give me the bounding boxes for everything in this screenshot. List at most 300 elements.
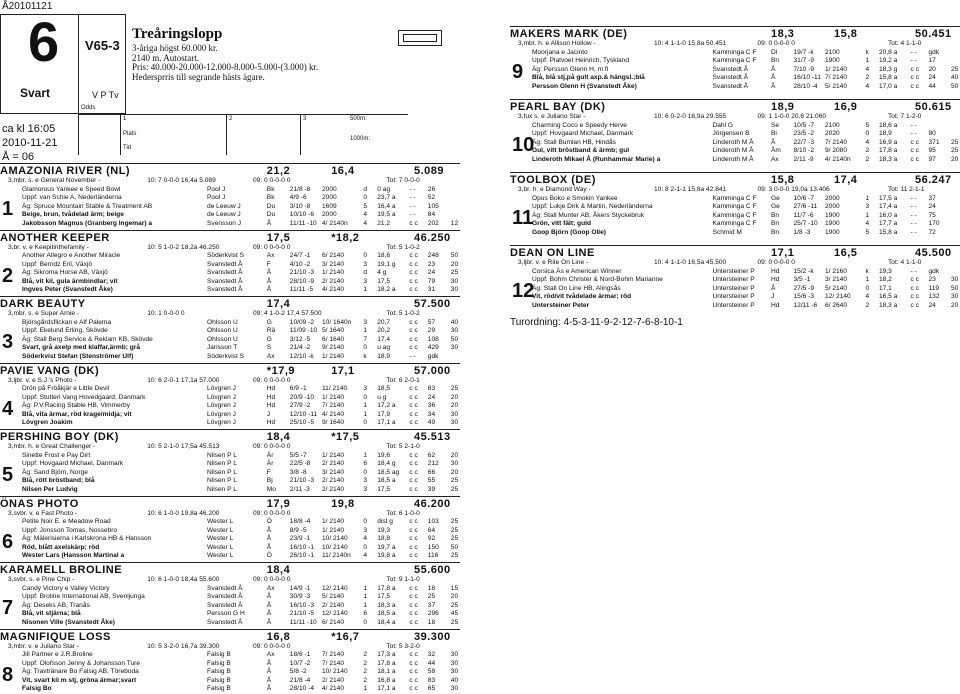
horse-name: MAKERS MARK (DE)	[510, 28, 627, 40]
start-history-row	[510, 302, 960, 311]
start-history-row	[0, 660, 460, 669]
history-cell: 12/ 2140	[825, 293, 851, 302]
history-cell: Svanstedt Å	[713, 66, 749, 75]
history-cell: 2000	[322, 194, 337, 203]
history-cell: Lövgren Joakim	[22, 419, 73, 428]
history-cell: 7	[363, 336, 367, 345]
history-cell: 1900	[825, 212, 840, 221]
history-cell: - -	[911, 203, 917, 212]
history-cell: 21/10 -5	[290, 610, 314, 619]
history-cell: 55	[428, 477, 435, 486]
start-history-row	[0, 452, 460, 461]
history-cell: 5	[363, 203, 367, 212]
history-cell: Rä	[267, 327, 275, 336]
history-cell: 17,7 a	[879, 220, 897, 229]
history-cell: Dahl G	[713, 122, 734, 131]
history-cell: Ax	[267, 651, 275, 660]
history-cell: F	[267, 261, 271, 270]
history-cell: 12/10 -k	[290, 353, 314, 362]
horse-info-cell: 3,mbr. h. e Great Challenger -	[8, 443, 95, 452]
history-cell: 19,3	[377, 527, 390, 536]
history-cell: Kamminga C F	[713, 220, 757, 229]
history-cell: Blå, vit kil, gula ärmbindlar; vit	[22, 278, 118, 287]
history-cell: Se	[771, 122, 779, 131]
history-cell: 0	[866, 285, 870, 294]
history-cell: 3/ 2140	[322, 469, 344, 478]
start-history-row	[0, 394, 460, 403]
history-cell: 15	[451, 585, 458, 594]
history-cell: Lövgren J	[207, 402, 236, 411]
history-cell: c c	[409, 269, 417, 278]
history-cell: c c	[409, 477, 417, 486]
history-cell: 44	[929, 83, 936, 92]
horse-info-cell: 09: 3 0-0-0 19,0a 13.406	[758, 186, 830, 195]
history-cell: 4	[866, 293, 870, 302]
history-cell: Goop Björn (Goop Olle)	[532, 229, 606, 238]
start-history-row	[0, 286, 460, 295]
history-cell: Uppf: Lukje Dirk & Martin, Nederländerna	[532, 203, 653, 212]
history-cell: 30/9 -3	[290, 593, 311, 602]
history-cell: Another Allegro e Another Miracle	[22, 252, 120, 261]
history-cell: 19,2 a	[879, 57, 897, 66]
history-cell: c c	[409, 518, 417, 527]
history-cell: 25/10 -5	[290, 419, 314, 428]
horse-info-cell: 10: 6 1-0-0 19,8a 46.200	[147, 510, 219, 519]
history-cell: 24	[929, 302, 936, 311]
start-history-row	[0, 593, 460, 602]
history-cell: Ax	[267, 585, 275, 594]
history-cell: 27/6 -11	[794, 203, 818, 212]
history-cell: c c	[409, 336, 417, 345]
history-cell: 18,5 ag	[377, 469, 399, 478]
horse-info-cell: 09: 0 0-0-0 0	[253, 510, 290, 519]
race-conditions	[132, 44, 318, 82]
history-cell: 30	[451, 419, 458, 428]
history-cell: 1	[363, 685, 367, 694]
race-time: ca kl 16:05	[2, 122, 57, 136]
horse-info-cell: 10: 6 2-0-1 17,1a 57.000	[147, 377, 219, 386]
horse-info-row	[0, 310, 460, 319]
horse-info-cell: Tot: 5 2-1-0	[386, 443, 419, 452]
horse-name-line	[510, 101, 960, 113]
history-cell: 19,8 a	[377, 552, 395, 561]
horse-info-cell: 10: 4 1-1-0 16,5a 45.500	[654, 259, 726, 268]
history-cell: Jill Partner e J.R.Broline	[22, 651, 93, 660]
history-cell: Ohlsson U	[207, 327, 238, 336]
history-cell: Lövgren J	[207, 411, 236, 420]
horse-entry	[0, 165, 460, 229]
history-cell: Schmid M	[713, 229, 742, 238]
horse-info-cell: 10: 6 1-0-0 18,4a 55.600	[147, 576, 219, 585]
history-cell: 20,7	[377, 319, 390, 328]
history-cell: 49	[428, 419, 435, 428]
history-cell: 34	[428, 411, 435, 420]
history-cell: Uppf: Olofsson Jenny & Johansson Ture	[22, 660, 140, 669]
history-cell: 1/ 2140	[322, 269, 344, 278]
horse-info-cell: 3,fux s. e Juliano Star -	[518, 113, 585, 122]
history-cell: 18	[428, 619, 435, 628]
start-history-row	[0, 677, 460, 686]
history-cell: - -	[911, 130, 917, 139]
history-cell: 17,0 a	[879, 83, 897, 92]
start-number: 3	[2, 332, 13, 352]
horse-name-line	[0, 298, 460, 310]
history-cell: 4	[866, 220, 870, 229]
history-cell: c c	[409, 527, 417, 536]
history-cell: 75	[929, 212, 936, 221]
history-cell: 30	[951, 293, 958, 302]
history-cell: c c	[409, 385, 417, 394]
history-cell: Svanstedt Å	[207, 593, 243, 602]
history-cell: Äg: Stall Munter AB, Åkers Styckebruk	[532, 212, 644, 221]
history-cell: c c	[409, 552, 417, 561]
history-cell: 3	[363, 477, 367, 486]
horse-name: ÖNAS PHOTO	[0, 498, 79, 510]
start-history-row	[510, 276, 960, 285]
history-cell: Nilsen Per Ludvig	[22, 486, 78, 495]
history-cell: Å	[267, 527, 271, 536]
history-cell: 1/ 2160	[825, 268, 847, 277]
history-cell: c c	[409, 619, 417, 628]
horse-info-cell: 10: 4 1-1-0 15,8a 50.451	[654, 40, 726, 49]
history-cell: 19,6	[377, 452, 390, 461]
history-cell: 2	[866, 302, 870, 311]
horse-info-cell: Tot: 4 1-1-0	[888, 259, 921, 268]
history-cell: gdk	[929, 268, 940, 277]
history-cell: 4	[363, 535, 367, 544]
history-cell: 18,8	[377, 535, 390, 544]
history-cell: c c	[409, 411, 417, 420]
history-cell: 50	[951, 285, 958, 294]
horse-info-cell: 09: 0 0-0-0 0	[253, 244, 290, 253]
history-cell: Uppf: Hovgaard Michael, Danmark	[22, 460, 123, 469]
start-number: 12	[512, 281, 534, 301]
history-cell: 3	[363, 527, 367, 536]
horse-earnings: 50.615	[915, 101, 952, 113]
history-cell: F	[267, 469, 271, 478]
horse-name: AMAZONIA RIVER (NL)	[0, 165, 130, 177]
history-cell: 25	[451, 527, 458, 536]
history-cell: Bn	[771, 57, 779, 66]
history-cell: Hd	[267, 402, 275, 411]
history-cell: Ax	[267, 252, 275, 261]
history-cell: c c	[409, 602, 417, 611]
game-type-label: V65-3	[85, 38, 120, 53]
history-cell: Å	[267, 278, 271, 287]
history-cell: Ge	[771, 195, 780, 204]
horse-name-line	[0, 365, 460, 377]
horse-info-cell: 10: 5 2-1-0 17,5a 45.513	[147, 443, 219, 452]
history-cell: Bn	[771, 220, 779, 229]
history-cell: 10/ 2140	[322, 668, 348, 677]
horse-info-row	[0, 510, 460, 519]
history-cell: 4	[363, 220, 367, 229]
history-cell: 64	[428, 527, 435, 536]
horse-record-1: 18,9	[771, 101, 794, 113]
history-cell: 1	[363, 327, 367, 336]
history-cell: 16,0 a	[879, 212, 897, 221]
history-cell: 26	[428, 186, 435, 195]
history-cell: Ohlsson U	[207, 319, 238, 328]
history-cell: 28/10 -4	[794, 83, 818, 92]
horse-record-2: *16,7	[331, 631, 359, 643]
history-cell: 1/ 2140	[322, 394, 344, 403]
history-cell: 24	[929, 74, 936, 83]
history-cell: 3/12 -5	[290, 336, 311, 345]
history-cell: Linderoth M Å	[713, 147, 754, 156]
history-cell: 20	[451, 593, 458, 602]
history-cell: 8/10 -2	[794, 147, 815, 156]
horse-record-2: *17,5	[331, 431, 359, 443]
history-cell: gdk	[929, 49, 940, 58]
history-cell: Ingves Peter (Svanstedt Åke)	[22, 286, 113, 295]
history-cell: 2100	[825, 122, 840, 131]
history-cell: 28/10 -9	[290, 278, 314, 287]
history-cell: Bn	[771, 229, 779, 238]
horse-earnings: 50.451	[915, 28, 952, 40]
history-cell: Jörgensen B	[713, 130, 750, 139]
history-cell: 4	[363, 552, 367, 561]
history-cell: 25	[451, 518, 458, 527]
start-history-row	[0, 327, 460, 336]
horse-info-cell: 3,mbr. s. e General November -	[8, 177, 100, 186]
history-cell: Uppf: Ekelund Erling, Skövde	[22, 327, 108, 336]
history-cell: 1609	[322, 203, 337, 212]
start-history-row	[510, 229, 960, 238]
history-cell: 25	[451, 385, 458, 394]
history-cell: Blå, vit stjärna; blå	[22, 610, 81, 619]
horse-name-line	[0, 431, 460, 443]
horse-info-row	[510, 113, 960, 122]
history-cell: 2000	[322, 186, 337, 195]
history-cell: 17,1	[879, 285, 892, 294]
race-code: Å = 06	[2, 150, 57, 164]
history-cell: J	[267, 411, 270, 420]
history-cell: 0	[363, 419, 367, 428]
history-cell: Äg: Mälerisierna i Karlskrona HB & Hansson	[22, 535, 151, 544]
horse-divider	[510, 99, 960, 100]
history-cell: 52	[428, 194, 435, 203]
horse-earnings: 57.000	[414, 365, 451, 377]
history-cell: 1/ 2140	[322, 353, 344, 362]
history-cell: Söderkvist Stefan (Stenströmer Ulf)	[22, 353, 133, 362]
history-cell: c c	[911, 139, 919, 148]
history-cell: 26/10 -1	[290, 552, 314, 561]
start-history-row	[510, 156, 960, 165]
history-cell: c c	[911, 276, 919, 285]
history-cell: - -	[911, 49, 917, 58]
horse-info-cell: 10: 8 2-1-1 15,8a 42.841	[654, 186, 726, 195]
history-cell: 1	[866, 57, 870, 66]
history-cell: 0	[363, 544, 367, 553]
horse-info-cell: 09: 0 0-0-0 0	[253, 377, 290, 386]
history-cell: 7/ 2140	[322, 402, 344, 411]
history-cell: gdk	[428, 353, 439, 362]
history-cell: Å	[267, 544, 271, 553]
horse-entry	[510, 174, 960, 238]
horse-record-1: 21,2	[267, 165, 290, 177]
history-cell: 25	[451, 477, 458, 486]
horse-info-cell: 09: 0 0-0-0 0	[758, 259, 795, 268]
history-cell: 18/6 -1	[290, 651, 311, 660]
history-cell: 17,8 a	[879, 147, 897, 156]
start-history-row	[0, 619, 460, 628]
history-cell: - -	[409, 203, 415, 212]
history-cell: Ö	[267, 552, 272, 561]
start-history-row	[0, 610, 460, 619]
history-cell: Svanstedt Å	[207, 619, 243, 628]
history-cell: 18,5 a	[377, 477, 395, 486]
history-cell: Falsig B	[207, 668, 231, 677]
history-cell: - -	[911, 229, 917, 238]
horse-record-2: 16,5	[834, 247, 857, 259]
horse-info-cell: Tot: 5 1-0-2	[386, 310, 419, 319]
history-cell: 2/ 2140	[322, 677, 344, 686]
history-cell: Äg: P.V.Racing Stable HB, Vimmerby	[22, 402, 130, 411]
history-cell: 170	[929, 220, 940, 229]
history-cell: 12/ 2140	[322, 610, 348, 619]
history-cell: 18,6 a	[879, 122, 897, 131]
history-cell: Uppf: Jonsson Tomas, Nossebro	[22, 527, 117, 536]
start-history-row	[510, 212, 960, 221]
history-cell: 44	[428, 660, 435, 669]
history-cell: 5/ 2140	[825, 83, 847, 92]
history-cell: Hd	[771, 276, 779, 285]
start-number: 2	[2, 266, 13, 286]
history-cell: 30	[451, 651, 458, 660]
history-cell: 18,5	[377, 385, 390, 394]
horse-info-row	[0, 377, 460, 386]
horse-divider	[0, 429, 460, 430]
start-history-row	[0, 585, 460, 594]
history-cell: 4	[866, 139, 870, 148]
history-cell: 72	[929, 229, 936, 238]
history-cell: 18,3 g	[879, 66, 897, 75]
history-cell: 1	[866, 276, 870, 285]
start-history-row	[0, 211, 460, 220]
history-cell: 2000	[322, 211, 337, 220]
history-cell: 16/10 -3	[290, 602, 314, 611]
history-cell: Pool J	[207, 194, 225, 203]
start-history-row	[510, 49, 960, 58]
start-history-row	[0, 220, 460, 229]
history-cell: 30	[451, 411, 458, 420]
history-cell: Uppf: Broline International AB, Svenljunga	[22, 593, 145, 602]
history-cell: 31	[428, 286, 435, 295]
start-number: 11	[512, 208, 533, 228]
history-cell: 18,2 a	[377, 286, 395, 295]
history-cell: 18,2	[879, 276, 892, 285]
history-cell: 0	[866, 130, 870, 139]
history-cell: 4/ 2140	[322, 286, 344, 295]
history-cell: 1	[866, 195, 870, 204]
history-cell: c c	[911, 293, 919, 302]
horse-entry	[510, 247, 960, 311]
history-cell: Blå, rött bröstband; blå	[22, 477, 95, 486]
history-cell: 6/ 2140	[322, 619, 344, 628]
history-cell: 17	[929, 57, 936, 66]
history-cell: 0 ag	[377, 186, 390, 195]
history-cell: Moorjana e Jacinto	[532, 49, 588, 58]
race-date: 2010-11-21	[2, 136, 57, 150]
history-cell: 4/ 2140	[322, 685, 344, 694]
history-cell: 212	[428, 460, 439, 469]
history-cell: Å	[267, 269, 271, 278]
history-cell: 16,4 a	[377, 203, 395, 212]
history-cell: 10/7 -2	[290, 660, 311, 669]
history-cell: 10/09 -2	[290, 319, 314, 328]
race-number: 6	[28, 14, 59, 70]
history-cell: - -	[911, 220, 917, 229]
history-cell: c c	[911, 147, 919, 156]
history-cell: 17,2 a	[377, 402, 395, 411]
history-cell: Nilsen P L	[207, 460, 237, 469]
history-cell: 20	[451, 261, 458, 270]
horse-name: MAGNIFIQUE LOSS	[0, 631, 111, 643]
history-cell: Är	[267, 460, 274, 469]
history-cell: 58	[428, 668, 435, 677]
horse-info-cell: Tot: 4 1-1-0	[888, 40, 921, 49]
horse-divider	[510, 245, 960, 246]
history-cell: 31/7 -9	[794, 57, 815, 66]
history-cell: 2	[363, 651, 367, 660]
horse-info-row	[510, 259, 960, 268]
horse-record-2: 16,9	[834, 101, 857, 113]
history-cell: 18/8 -4	[290, 518, 311, 527]
horse-info-cell: Tot: 7 1-2-0	[888, 113, 921, 122]
history-cell: 116	[428, 552, 439, 561]
history-cell: 7/10 -9	[794, 66, 815, 75]
history-cell: k	[363, 353, 366, 362]
history-cell: Glamorous Yankee e Speed Bowl	[22, 186, 120, 195]
history-cell: Wester L	[207, 527, 233, 536]
history-cell: 20	[451, 402, 458, 411]
history-cell: Röd, blått axelskärp; röd	[22, 544, 99, 553]
grid-c1-label: 1	[123, 116, 126, 122]
history-cell: 2000	[825, 203, 840, 212]
history-cell: 1900	[825, 229, 840, 238]
history-cell: Hd	[771, 302, 779, 311]
history-cell: 15,8 a	[879, 74, 897, 83]
history-cell: Kamminga C F	[713, 195, 757, 204]
history-cell: 11/11 -10	[290, 619, 317, 628]
history-cell: 3	[866, 203, 870, 212]
history-cell: c c	[409, 327, 417, 336]
history-cell: Dl	[771, 49, 777, 58]
start-history-row	[510, 268, 960, 277]
history-cell: - -	[409, 211, 415, 220]
history-cell: G	[267, 319, 272, 328]
start-history-row	[510, 220, 960, 229]
history-cell: 25	[951, 147, 958, 156]
horse-earnings: 55.600	[414, 564, 451, 576]
history-cell: 92	[428, 535, 435, 544]
history-cell: 11/09 -10	[290, 327, 317, 336]
horse-divider	[0, 562, 460, 563]
history-cell: Wester L	[207, 535, 233, 544]
history-cell: c c	[409, 544, 417, 553]
horse-info-row	[0, 643, 460, 652]
history-cell: 2	[866, 74, 870, 83]
history-cell: Uppf: Bohm Christer & Nord-Bohm Marianne	[532, 276, 663, 285]
horse-info-cell: Tot: 6 2-0-1	[386, 377, 419, 386]
history-cell: 24	[428, 394, 435, 403]
history-cell: Untersteiner P	[713, 276, 755, 285]
history-cell: Falsig B	[207, 651, 231, 660]
history-cell: Untersteiner P	[713, 302, 755, 311]
horse-record-1: 15,8	[771, 174, 794, 186]
history-cell: 3/ 2140	[322, 261, 344, 270]
